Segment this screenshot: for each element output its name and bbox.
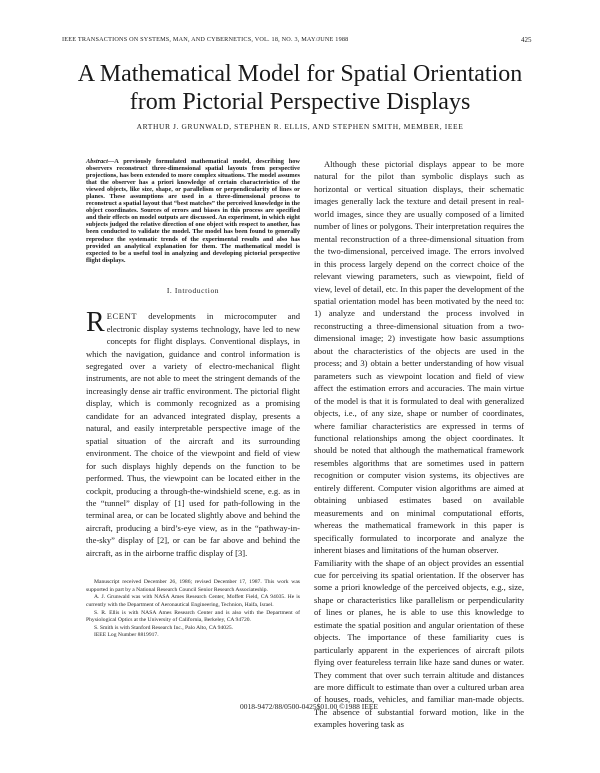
right-column-text: Although these pictorial displays appear to be more natural for the pilot than symbolic displays such as horizontal or vertical situation displays, their schematic images generally lack the texture and detail present in real-world images, since they are usually composed of a limited number of lines or polygons. Their interpretation requires the mental reconstruction of a three-dimensional situation from the two-dimensional, perceived image. The errors involved in this process largely depend on the correct choice of the relevant viewing parameters, such as viewpoint, field of view, level of detail, etc. In this paper the development of the spatial orientation model has been motivated by the need to: 1) analyze and understand the process involved in reconstructing a three-dimensional situation from a two-dimensional image; 2) investigate how basic assumptions about the characteristics of the objects are used in the process; and 3) obtain a better understanding of how visual parameters such as viewpoint location and field of view affect the estimation errors and accuracies. The main virtue of the model is that it is formulated to deal with generalized objects, i.e., of any size, shape or number of coordinates, where familiar characteristics are expressed in terms of functional relationships among the object coordinates. It should be noted that although the mathematical framework resembles algorithms that are sometimes used in pattern recognition or computer vision systems, its objectives are entirely different. Computer vision algorithms are aimed at obtaining unbiased estimates based on available measurements and on minimal computational efforts, whereas the mathematical framework in this paper is specifically formulated to incorporate and analyze the inherent biases and limitations of the human observer. Familiarity with the shape of an object provides an essential cue for perceiving its spatial orientation. If the observer has some a priori knowledge of the perceived objects, e.g., size, shape or characteristics like parallelism or perpendicularity of lines or planes, he is able to use this knowledge to estimate the spatial position and angular orientation of these objects. The importance of these familiarity cues is particularly apparent in the experiences of aircraft pilots flying over featureless terrain like haze sand dunes or water. They comment that over such terrain altitude and distances are more difficult to estimate than over a cultured urban area of houses, roads, vehicles, and familiar man-made objects. The absence of substantial forward motion, like in the examples hovering task as <box>314 159 524 730</box>
running-head: IEEE TRANSACTIONS ON SYSTEMS, MAN, AND CYBERNETICS, VOL. 18, NO. 3, MAY/JUNE 1988 <box>62 36 349 43</box>
footnotes <box>86 579 300 640</box>
footnote-log-number: IEEE Log Number 8819917. <box>94 632 159 639</box>
left-column <box>86 158 300 640</box>
intro-paragraph <box>86 307 300 559</box>
drop-cap: R <box>86 307 105 339</box>
author-list: ARTHUR J. GRUNWALD, STEPHEN R. ELLIS, AND STEPHEN SMITH, MEMBER, IEEE <box>136 122 464 131</box>
footnote-author-3: S. Smith is with Stanford Research Inc., Palo Alto, CA 94025. <box>94 624 234 631</box>
section-heading-introduction: I. Introduction <box>166 285 220 295</box>
abstract <box>86 158 300 264</box>
title-line-2: from Pictorial Perspective Displays <box>129 89 471 115</box>
intro-first-word: ECENT <box>106 311 138 322</box>
page-number: 425 <box>521 36 532 44</box>
title-line-1: A Mathematical Model for Spatial Orientation <box>77 61 523 87</box>
abstract-lead: Abstract <box>86 158 108 165</box>
right-column <box>314 158 524 731</box>
footnote-received: Manuscript received December 26, 1986; revised December 17, 1987. This work was supported in part by a National Research Council Senior Research Associateship. <box>86 579 300 593</box>
abstract-text: —A previously formulated mathematical model, describing how observers reconstruct three-dimensional spatial layouts from perspective projections, has been extended to more complex situations. The model assumes that the observer has a priori knowledge of certain characteristics of the viewed objects, like size, shape, or parallelism or perpendicularity of lines or planes. These assumptions are used in a three-dimensional process to reconstruct a spatial layout that “best matches” the perceived knowledge in the object coordinates. Sources of errors and biases in this process are specified and their effects on model outputs are discussed. An experiment, in which eight subjects judged the relative direction of one object with respect to another, has been conducted to validate the model. The model has been found to generally reproduce the systematic trends of the experimental results and also has provided an analytical explanation for them. The mathematical model is expected to be a useful tool in analyzing and developing pictorial perspective flight displays. <box>86 158 300 264</box>
footnote-author-1: A. J. Grunwald was with NASA Ames Research Center, Moffett Field, CA 94035. He is currently with the Department of Aeronautical Engineering, Technion, Haifa, Israel. <box>86 594 300 608</box>
copyright-code: 0018-9472/88/0500-0425$01.00 ©1988 IEEE <box>240 702 378 711</box>
footnote-author-2: S. R. Ellis is with NASA Ames Research Center and is also with the Department of Physiological Optics at the University of California, Berkeley, CA 94720. <box>86 609 300 624</box>
paper-title <box>40 60 560 116</box>
intro-text: developments in microcomputer and electronic display systems technology, have led to new concepts for flight displays. Conventional displays, in which the navigation, guidance and control information is segregated over a variety of electro-mechanical flight instruments, are not able to meet the stringent demands of the increasingly dense air traffic environment. The pictorial flight display, which is commonly recognized as a promising candidate for an advanced integrated display, presents a natural, and easily interpretable perspective image of the spatial situation of the aircraft and its surrounding environment. The choice of the viewpoint and field of view for such displays highly depends on the function to be performed. Thus, the viewpoint can be located either in the cockpit, producing a through-the-windshield scene, e.g. as in the “tunnel” display of [1] used for path-following in the terminal area, or can be located slightly above and behind the aircraft, producing a bird’s-eye view, as in the “pathway-in-the-sky” display of [2], or can be far above and behind the aircraft, as in the airborne traffic display of [3]. <box>86 311 300 558</box>
